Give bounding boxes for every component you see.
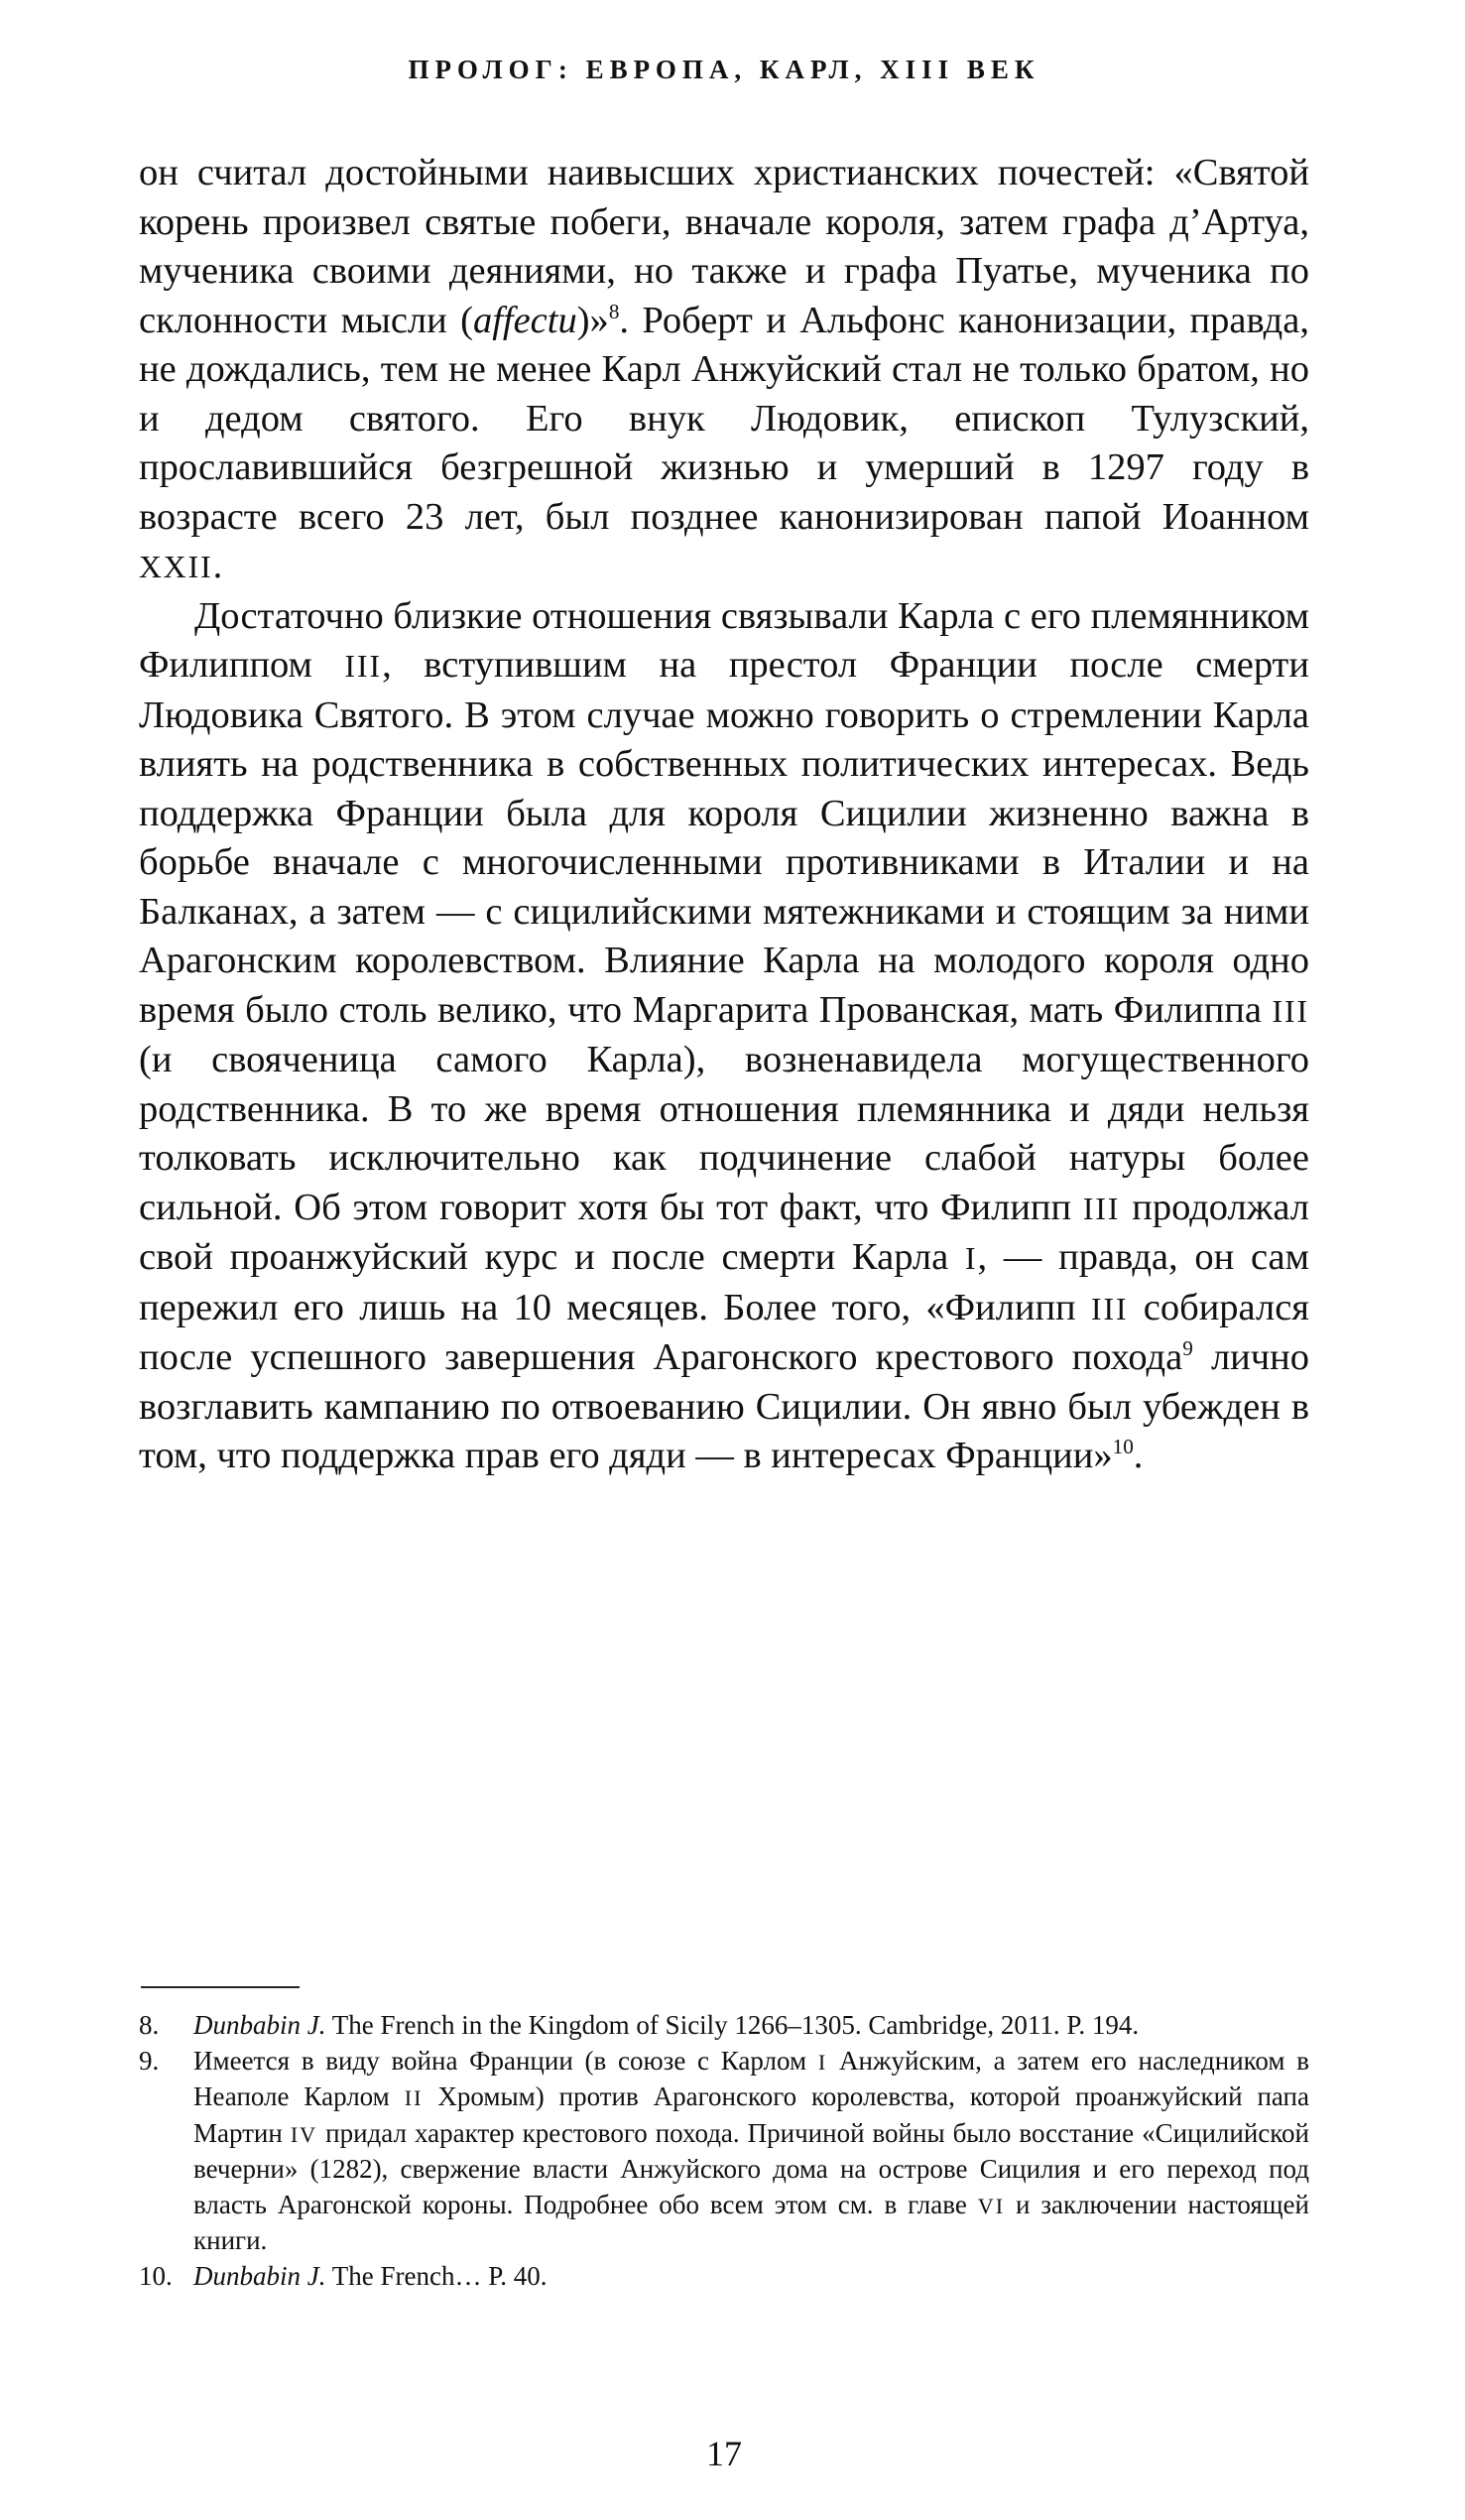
- footnote-author: Dunbabin J.: [193, 2010, 326, 2040]
- p2-roman-numeral-5: III: [1090, 1291, 1129, 1326]
- footnote-ref-10[interactable]: 10: [1112, 1435, 1134, 1459]
- p2-text-b: , вступившим на престол Франции после смерти Людовика Святого. В этом случае можно говорить о стремлении Карла влиять на родственника в собственных политических интересах. Ведь поддержка Франции была для короля Сицилии жизненно важна в борьбе вначале с многочисленными противниками в Италии и на Балканах, а затем — с сицилийскими мятежниками и стоящим за ними Арагонским королевством. Влияние Карла на молодого короля одно время было столь велико, что Маргарита Прованская, мать Филиппа: [139, 644, 1309, 1031]
- footnote-author: Dunbabin J.: [193, 2260, 326, 2291]
- footnote-text-d: придал характер крестового похода. Причиной войны было восстание «Сицилийской вечерни» (1282), свержение власти Анжуйского дома на острове Сицилия и его переход под власть Арагонской короны. Подробнее обо всем этом см. в главе: [193, 2117, 1309, 2219]
- footnote-10: [139, 2259, 1309, 2295]
- footnote-ref-9[interactable]: 9: [1182, 1336, 1193, 1361]
- p1-roman-numeral: XXII: [139, 550, 213, 584]
- p2-roman-numeral-1: III: [344, 649, 383, 684]
- footnote-text-b: Анжуйским, а затем его наследником в Неаполе Карлом: [193, 2045, 1309, 2111]
- p2-text-d: продолжал свой проанжуйский курс и после смерти Карла: [139, 1186, 1309, 1278]
- p1-text-d: .: [212, 545, 223, 586]
- footnote-roman-numeral-4: VI: [977, 2193, 1006, 2218]
- paragraph-2: [139, 592, 1309, 1481]
- footnote-8: [139, 2008, 1309, 2044]
- footnote-9: [139, 2044, 1309, 2259]
- p1-text-b: )»: [576, 299, 609, 341]
- p1-italic-term: affectu: [472, 299, 577, 341]
- p2-text-f: собирался после успешного завершения Арагонского крестового похода: [139, 1286, 1309, 1378]
- footnote-roman-numeral-1: I: [817, 2049, 828, 2075]
- footnotes: [139, 2008, 1309, 2294]
- paragraph-1: [139, 149, 1309, 592]
- book-page: [139, 0, 1309, 2520]
- footnote-number: 10.: [139, 2260, 173, 2291]
- footnote-text-e: и заключении настоящей книги.: [193, 2189, 1309, 2255]
- p2-roman-numeral-4: I: [965, 1241, 978, 1276]
- footnote-text: The French in the Kingdom of Sicily 1266–1305. Cambridge, 2011. P. 194.: [325, 2010, 1140, 2040]
- p1-text-a: он считал достойными наивысших христианских почестей: «Святой корень произвел святые побеги, вначале короля, затем графа д’Артуа, мученика своими деяниями, но также и графа Пуатье, мученика по склонности мысли (: [139, 152, 1309, 341]
- footnote-number: 9.: [139, 2045, 160, 2076]
- footnote-roman-numeral-2: II: [404, 2085, 424, 2110]
- page-number: 17: [706, 2434, 742, 2473]
- p2-text-e: , — правда, он сам пережил его лишь на 10 месяцев. Более того, «Филипп: [139, 1236, 1310, 1328]
- p2-roman-numeral-2: III: [1272, 993, 1309, 1029]
- footnote-divider: [141, 1986, 300, 1988]
- footnote-text: The French… P. 40.: [325, 2260, 548, 2291]
- p2-text-h: .: [1133, 1435, 1144, 1476]
- footnote-text-c: Хромым) против Арагонского королевства, которой проанжуйский папа Мартин: [193, 2081, 1309, 2148]
- running-head: ПРОЛОГ: ЕВРОПА, КАРЛ, XIII ВЕК: [408, 55, 1040, 84]
- p2-text-a: Достаточно близкие отношения связывали Карла с его племянником Филиппом: [139, 594, 1309, 686]
- p2-roman-numeral-3: III: [1082, 1191, 1121, 1226]
- footnote-ref-8[interactable]: 8: [608, 299, 620, 323]
- footnote-roman-numeral-3: IV: [290, 2121, 318, 2147]
- p1-text-c: . Роберт и Альфонс канонизации, правда, не дождались, тем не менее Карл Анжуйский стал не только братом, но и дедом святого. Его внук Людовик, епископ Тулузский, прославившийся безгрешной жизнью и умерший в 1297 году в возрасте всего 23 лет, был позднее канонизирован папой Иоанном: [139, 299, 1309, 538]
- footnote-text-a: Имеется в виду война Франции (в союзе с Карлом: [193, 2045, 818, 2076]
- p2-text-g: лично возглавить кампанию по отвоеванию Сицилии. Он явно был убежден в том, что поддержка прав его дяди — в интересах Франции»: [139, 1336, 1309, 1476]
- p2-text-c: (и свояченица самого Карла), возненавидела могущественного родственника. В то же время отношения племянника и дяди нельзя толковать исключительно как подчинение слабой натуры более сильной. Об этом говорит хотя бы тот факт, что Филипп: [139, 1039, 1309, 1228]
- body-text: [139, 149, 1309, 1481]
- footnote-number: 8.: [139, 2010, 160, 2040]
